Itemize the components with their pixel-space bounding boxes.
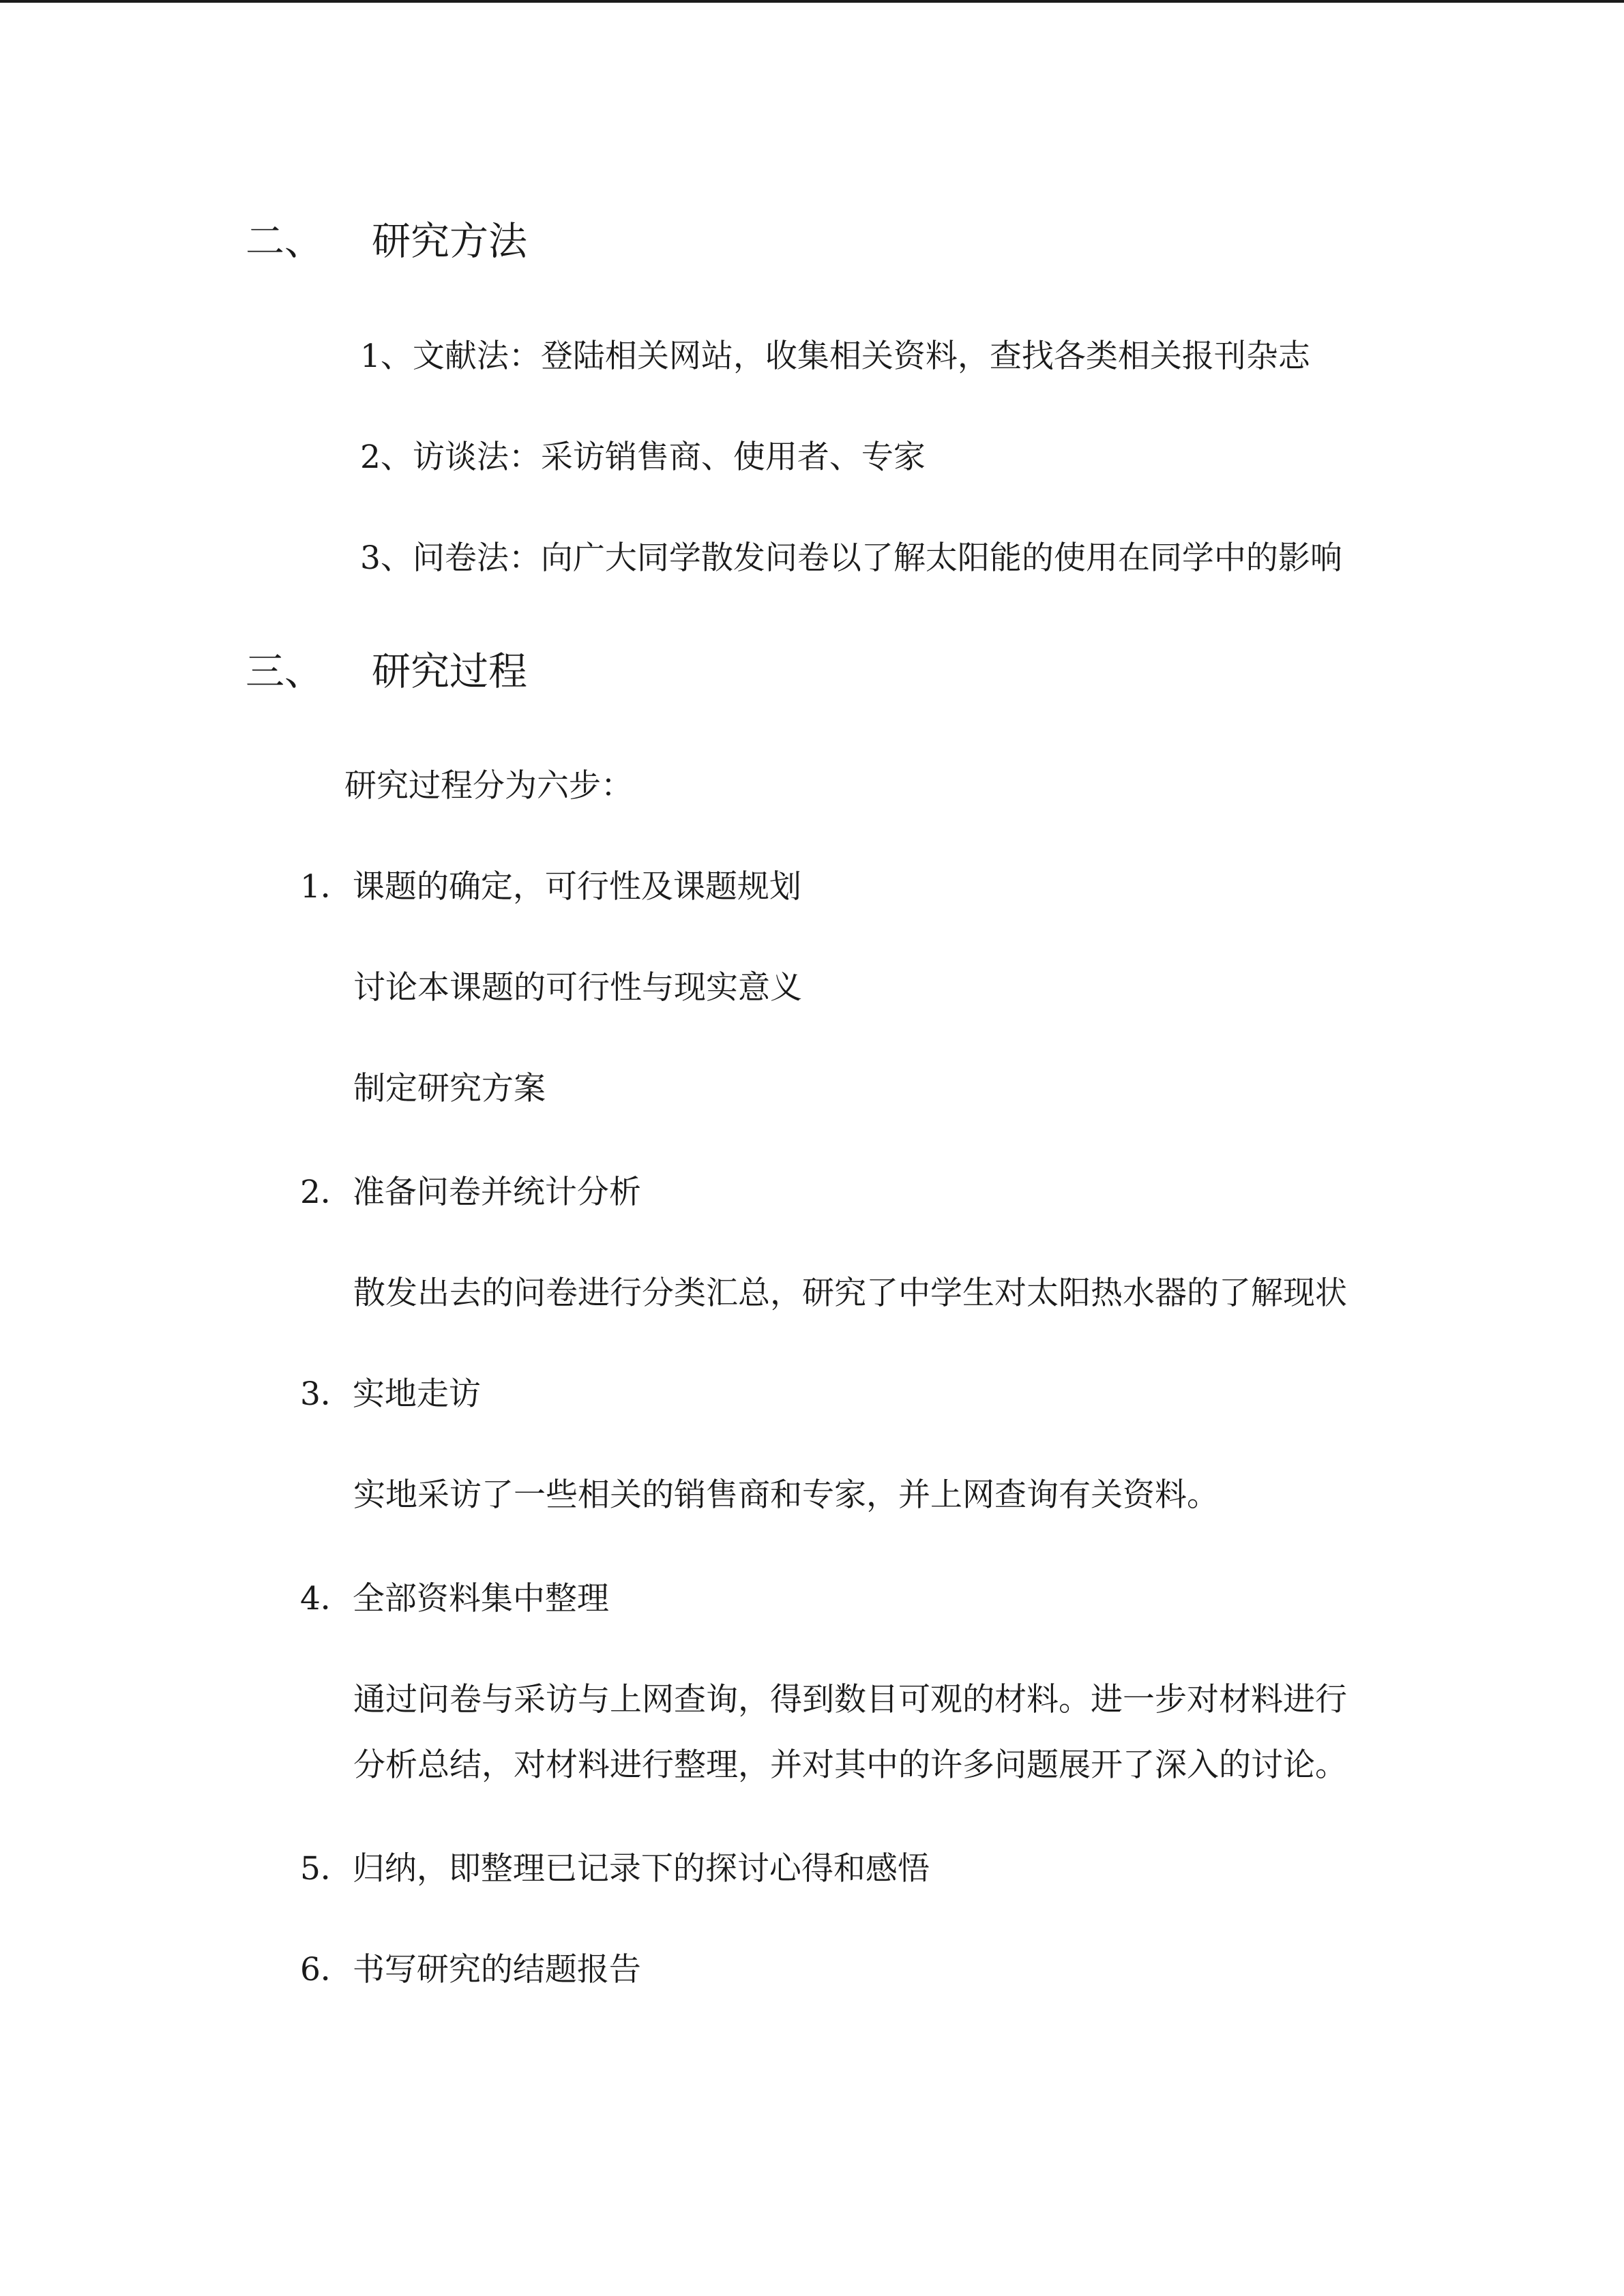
section-number: 二、 [246,219,323,264]
section-title: 研究方法 [372,219,527,264]
step-label: 6．书写研究的结题报告 [300,1951,641,1988]
step-detail: 实地采访了一些相关的销售商和专家，并上网查询有关资料。 [353,1476,1219,1514]
step-label: 2．准备问卷并统计分析 [300,1174,641,1211]
step-label: 3．实地走访 [300,1375,481,1413]
step-label: 5．归纳，即整理已记录下的探讨心得和感悟 [300,1850,930,1888]
section-title: 研究过程 [372,649,527,694]
method-item: 1、文献法：登陆相关网站，收集相关资料，查找各类相关报刊杂志 [360,338,1310,375]
step-label: 1．课题的确定，可行性及课题规划 [300,868,801,906]
step-detail: 通过问卷与采访与上网查询，得到数目可观的材料。进一步对材料进行 [353,1681,1347,1718]
process-intro: 研究过程分为六步： [344,767,633,805]
step-detail: 讨论本课题的可行性与现实意义 [353,969,802,1007]
step-label: 4．全部资料集中整理 [300,1580,609,1617]
section-number: 三、 [246,649,323,694]
step-detail: 制定研究方案 [353,1070,546,1107]
method-item: 3、问卷法：向广大同学散发问卷以了解太阳能的使用在同学中的影响 [360,539,1342,577]
method-item: 2、访谈法：采访销售商、使用者、专家 [360,438,926,476]
step-detail: 分析总结，对材料进行整理，并对其中的许多问题展开了深入的讨论。 [353,1746,1347,1784]
step-detail: 散发出去的问卷进行分类汇总，研究了中学生对太阳热水器的了解现状 [353,1274,1347,1312]
